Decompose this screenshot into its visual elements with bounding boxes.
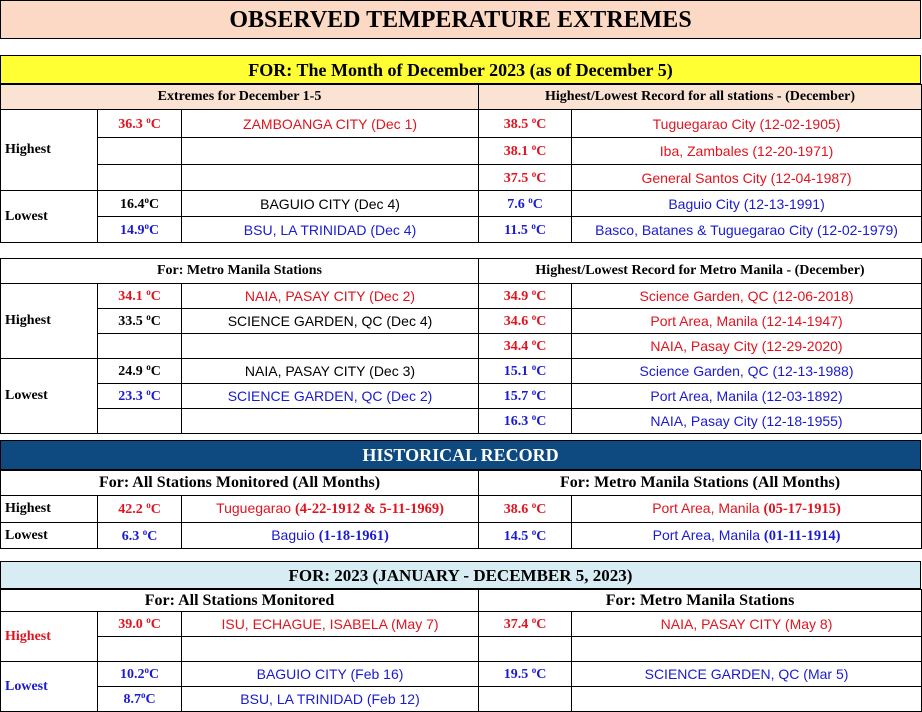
record-station-location: SCIENCE GARDEN, QC (Mar 5) [572,662,922,687]
temp-value: 10.2$^o$C [98,662,182,687]
record-station-location: Port Area, Manila (05-17-1915) [572,496,922,523]
record-temp-value: 38.6 $^o$C [479,496,572,523]
record-station-location: Iba, Zambales (12-20-1971) [572,138,922,165]
record-temp-value: 37.5 $^o$C [479,165,572,191]
highest-label: Highest [1,612,98,662]
section-header-right: Highest/Lowest Record for Metro Manila - (December) [479,259,922,284]
record-temp-value: 34.6 $^o$C [479,309,572,334]
record-temp-value: 7.6 $^o$C [479,191,572,217]
station-location: ZAMBOANGA CITY (Dec 1) [182,110,479,138]
station-location: ISU, ECHAGUE, ISABELA (May 7) [182,612,479,637]
section-header-left: For: All Stations Monitored [1,590,479,612]
record-station-location: NAIA, PASAY CITY (May 8) [572,612,922,637]
station-location: Tuguegarao (4-22-1912 & 5-11-1969) [182,496,479,523]
temp-value: 6.3 $^o$C [98,523,182,549]
empty-cell [98,165,182,191]
empty-cell [182,165,479,191]
all-stations-december-table [0,84,922,243]
record-station-location: NAIA, Pasay City (12-18-1955) [572,409,922,434]
highest-label: Highest [1,284,98,359]
record-station-location: NAIA, Pasay City (12-29-2020) [572,334,922,359]
record-temp-value: 15.7 $^o$C [479,384,572,409]
temp-value: 36.3 $^o$C [98,110,182,138]
record-temp-value: 14.5 $^o$C [479,523,572,549]
station-location: BAGUIO CITY (Dec 4) [182,191,479,217]
station-location: NAIA, PASAY CITY (Dec 2) [182,284,479,309]
empty-cell [98,334,182,359]
station-location: SCIENCE GARDEN, QC (Dec 4) [182,309,479,334]
empty-cell [98,637,182,662]
lowest-label: Lowest [1,662,98,712]
empty-cell [98,409,182,434]
record-station-location: Basco, Batanes & Tuguegarao City (12-02-1979) [572,217,922,243]
year-2023-table [0,589,922,712]
temp-value: 8.7$^o$C [98,687,182,712]
record-station-location: Port Area, Manila (12-14-1947) [572,309,922,334]
record-temp-value: 16.3 $^o$C [479,409,572,434]
record-station-location: Science Garden, QC (12-06-2018) [572,284,922,309]
lowest-label: Lowest [1,191,98,243]
section-header-left: Extremes for December 1-5 [1,85,479,110]
record-temp-value: 34.9 $^o$C [479,284,572,309]
record-station-location: Science Garden, QC (12-13-1988) [572,359,922,384]
station-location: NAIA, PASAY CITY (Dec 3) [182,359,479,384]
temp-value: 39.0 $^o$C [98,612,182,637]
metro-manila-december-table [0,258,922,434]
temp-value: 33.5 $^o$C [98,309,182,334]
record-temp-value: 15.1 $^o$C [479,359,572,384]
record-station-location: General Santos City (12-04-1987) [572,165,922,191]
record-station-location: Port Area, Manila (12-03-1892) [572,384,922,409]
highest-label: Highest [1,496,98,523]
record-temp-value: 38.5 $^o$C [479,110,572,138]
record-station-location: Port Area, Manila (01-11-1914) [572,523,922,549]
section-header-left: For: All Stations Monitored (All Months) [1,471,479,496]
empty-cell [479,637,572,662]
empty-cell [182,138,479,165]
station-location: SCIENCE GARDEN, QC (Dec 2) [182,384,479,409]
station-location: BSU, LA TRINIDAD (Feb 12) [182,687,479,712]
station-location: Baguio (1-18-1961) [182,523,479,549]
station-location: BAGUIO CITY (Feb 16) [182,662,479,687]
lowest-label: Lowest [1,523,98,549]
temp-value: 23.3 $^o$C [98,384,182,409]
lowest-label: Lowest [1,359,98,434]
temp-value: 34.1 $^o$C [98,284,182,309]
record-temp-value: 38.1 $^o$C [479,138,572,165]
station-location: BSU, LA TRINIDAD (Dec 4) [182,217,479,243]
record-temp-value: 34.4 $^o$C [479,334,572,359]
empty-cell [98,138,182,165]
section-header-right: For: Metro Manila Stations (All Months) [479,471,922,496]
highest-label: Highest [1,110,98,191]
empty-cell [182,637,479,662]
section-header-left: For: Metro Manila Stations [1,259,479,284]
record-station-location: Baguio City (12-13-1991) [572,191,922,217]
section-header-right: Highest/Lowest Record for all stations - (December) [479,85,922,110]
section-header-right: For: Metro Manila Stations [479,590,922,612]
record-temp-value: 11.5 $^o$C [479,217,572,243]
historical-record-table [0,470,922,549]
page-title: OBSERVED TEMPERATURE EXTREMES [0,0,921,39]
temp-value: 42.2 $^o$C [98,496,182,523]
temp-value: 14.9$^o$C [98,217,182,243]
temp-value: 24.9 $^o$C [98,359,182,384]
year-2023-band: FOR: 2023 (JANUARY - DECEMBER 5, 2023) [0,561,921,589]
empty-cell [182,334,479,359]
record-station-location: Tuguegarao City (12-02-1905) [572,110,922,138]
temp-value: 16.4$^o$C [98,191,182,217]
historical-band: HISTORICAL RECORD [0,440,921,470]
record-temp-value: 37.4 $^o$C [479,612,572,637]
empty-cell [182,409,479,434]
month-band: FOR: The Month of December 2023 (as of December 5) [0,55,921,84]
empty-cell [572,637,922,662]
record-temp-value: 19.5 $^o$C [479,662,572,687]
